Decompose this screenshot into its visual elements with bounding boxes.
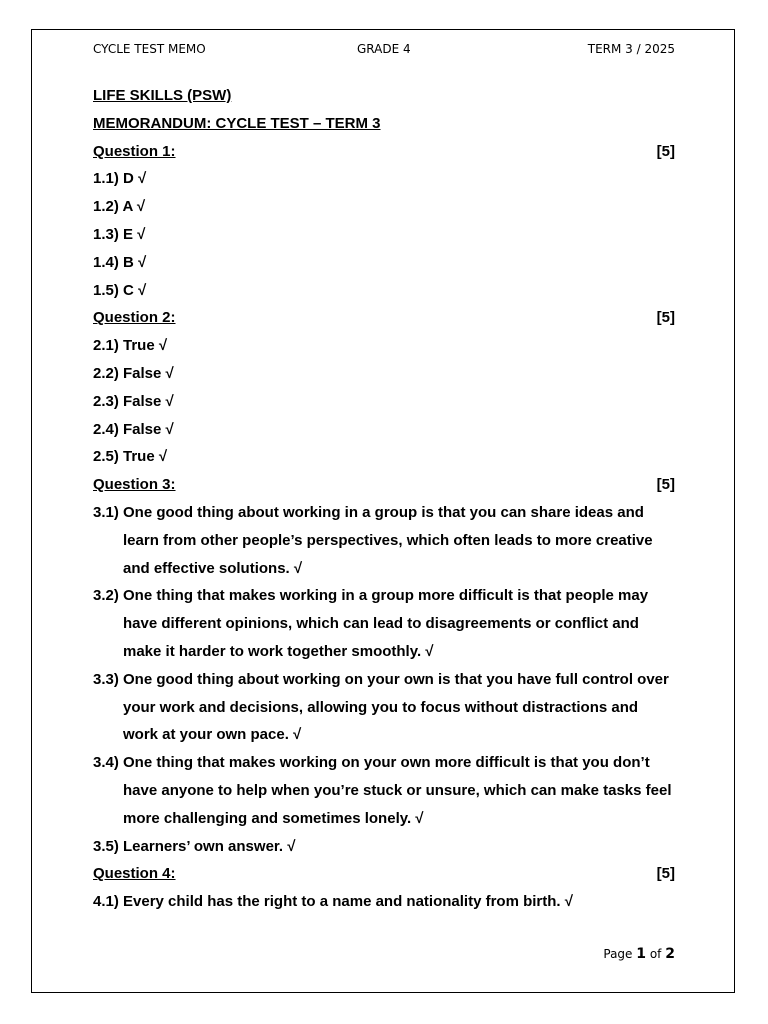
question-heading: Question 3: — [93, 476, 176, 494]
of-word: of — [649, 947, 662, 961]
answer-line: 1.3) E √ — [93, 225, 146, 243]
header-center: GRADE 4 — [357, 42, 411, 56]
document-title: LIFE SKILLS (PSW) — [93, 87, 232, 104]
question-4-header — [93, 860, 675, 888]
header-left: CYCLE TEST MEMO — [93, 42, 206, 56]
answer-paragraph: 3.3) One good thing about working on your own is that you have full control over your work and decisions, allowing you to focus without distractions and work at your own pace. √ — [93, 670, 669, 744]
question-marks: [5] — [656, 865, 675, 883]
memo-content — [93, 82, 675, 916]
question-marks: [5] — [656, 142, 675, 160]
document-subtitle: MEMORANDUM: CYCLE TEST – TERM 3 — [93, 114, 381, 132]
question-heading: Question 1: — [93, 142, 176, 160]
page-header — [93, 42, 675, 60]
page-word: Page — [603, 947, 633, 961]
question-heading: Question 2: — [93, 309, 176, 327]
answer-line: 1.4) B √ — [93, 253, 147, 271]
answer-paragraph: 3.1) One good thing about working in a group is that you can share ideas and learn from other people’s perspectives, which often leads to more creative and effective solutions. √ — [93, 503, 653, 577]
page-total: 2 — [665, 946, 675, 962]
question-marks: [5] — [656, 309, 675, 327]
answer-line: 2.3) False √ — [93, 392, 174, 410]
question-1-header — [93, 138, 675, 166]
answer-line: 1.5) C √ — [93, 281, 147, 299]
page-number: 1 — [636, 946, 647, 962]
answer-line: 1.2) A √ — [93, 198, 146, 216]
answer-line: 1.1) D √ — [93, 170, 147, 188]
question-marks: [5] — [656, 476, 675, 494]
answer-line: 2.5) True √ — [93, 448, 168, 466]
page-footer — [603, 946, 675, 962]
answer-line: 3.5) Learners’ own answer. √ — [93, 837, 296, 855]
answer-line: 4.1) Every child has the right to a name and nationality from birth. √ — [93, 893, 573, 911]
header-right: TERM 3 / 2025 — [587, 42, 675, 56]
question-2-header — [93, 304, 675, 332]
answer-paragraph: 3.2) One thing that makes working in a group more difficult is that people may have different opinions, which can lead to disagreements or conflict and make it harder to work together smoothly. √ — [93, 587, 649, 660]
answer-line: 2.2) False √ — [93, 364, 174, 382]
answer-line: 2.4) False √ — [93, 420, 174, 438]
answer-paragraph: 3.4) One thing that makes working on your own more difficult is that you don’t have anyone to help when you’re stuck or unsure, which can make tasks feel more challenging and sometimes lonely. √ — [93, 754, 672, 827]
question-heading: Question 4: — [93, 865, 176, 883]
answer-line: 2.1) True √ — [93, 337, 168, 355]
question-3-header — [93, 471, 675, 499]
